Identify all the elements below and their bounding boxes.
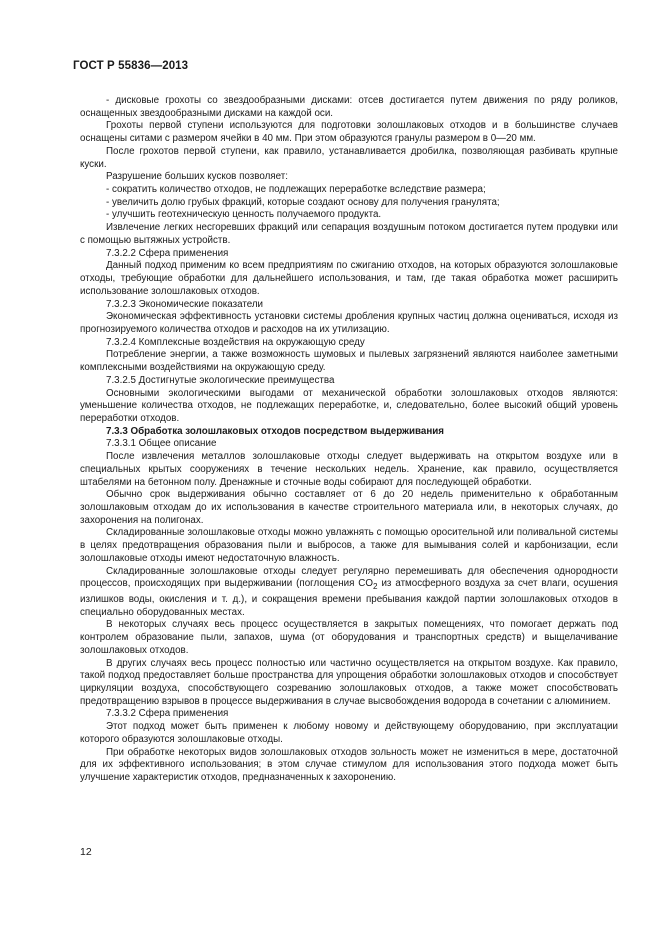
list-item: - сократить количество отходов, не подлежащих переработке вследствие размера; — [106, 184, 486, 196]
page-number: 12 — [80, 846, 92, 858]
subsection-heading: 7.3.2.2 Сфера применения — [106, 247, 229, 259]
paragraph: Грохоты первой ступени используются для подготовки золошлаковых отходов и в большинстве случаев оснащены ситами с размером ячейки в 40 мм. При этом образуются гранулы размером в 0—20 мм. — [80, 120, 618, 145]
paragraph-co2 — [80, 566, 618, 620]
paragraph-co2-text: Складированные золошлаковые отходы следует регулярно перемешивать для обеспечения однородности процессов, происходящих при выдерживании (поглощения CO — [80, 565, 618, 590]
subsection-heading: 7.3.3.2 Сфера применения — [106, 708, 229, 720]
list-item: - улучшить геотехническую ценность получаемого продукта. — [106, 209, 382, 221]
paragraph: После грохотов первой ступени, как правило, устанавливается дробилка, позволяющая разбивать крупные куски. — [80, 145, 618, 170]
paragraph: Обычно срок выдерживания обычно составляет от 6 до 20 недель применительно к обработанным золошлаковым отходам до их использования в качестве строительного материала или, в некоторых случаях, до захоронения на полигонах. — [80, 489, 618, 526]
paragraph: В других случаях весь процесс полностью или частично осуществляется на открытом воздухе. Как правило, такой подход предоставляет больше пространства для упрощения обработки золошлаковых отходов и способствует циркуляции воздуха, способствующего созреванию золошлаковых отходов, а также может способствовать предотвращению взрывов в процессе выдерживания в случае высвобождения водорода в сочетании с алюминием. — [80, 657, 618, 707]
paragraph: Извлечение легких несгоревших фракций или сепарация воздушным потоком достигается путем продувки или с помощью вытяжных устройств. — [80, 222, 618, 246]
paragraph: Основными экологическими выгодами от механической обработки золошлаковых отходов являются: уменьшение количества отходов, не подлежащих переработке, и, следовательно, более высокий общий уровень переработки отходов. — [80, 387, 618, 424]
co2-subscript: 2 — [373, 582, 378, 592]
paragraph: Потребление энергии, а также возможность шумовых и пылевых загрязнений являются наиболее заметными комплексными воздействиями на окружающую среду. — [80, 349, 618, 374]
subsection-heading: 7.3.2.4 Комплексные воздействия на окружающую среду — [106, 336, 365, 348]
paragraph: Этот подход может быть применен к любому новому и действующему оборудованию, при эксплуатации которого образуются золошлаковые отходы. — [80, 721, 618, 745]
paragraph: При обработке некоторых видов золошлаковых отходов зольность может не измениться в мере, достаточной для их эффективного использования; в этом случае стимулом для использования этого подхода может быть улучшение характеристик отходов, предназначенных к захоронению. — [80, 746, 618, 784]
document-body — [80, 95, 618, 785]
paragraph: Складированные золошлаковые отходы можно увлажнять с помощью оросительной или поливальной системы в целях предотвращения образования пыли и выбросов, а также для вымывания солей и карбонизации, если золошлаковые отходы имеют недостаточную влажность. — [80, 527, 618, 564]
list-item: - увеличить долю грубых фракций, которые создают основу для получения гранулята; — [106, 196, 500, 208]
document-header: ГОСТ Р 55836—2013 — [73, 60, 189, 72]
paragraph: В некоторых случаях весь процесс осуществляется в закрытых помещениях, что помогает держать под контролем образование пыли, запахов, шума (от оборудования и транспортных средств) и выщелачивание золошлаковых отходов. — [80, 619, 618, 656]
subsection-heading: 7.3.3.1 Общее описание — [106, 438, 217, 450]
subsection-heading: 7.3.2.5 Достигнутые экологические преимущества — [106, 374, 335, 386]
paragraph: Экономическая эффективность установки системы дробления крупных частиц должна оцениваться, исходя из прогнозируемого количества отходов и расходов на их утилизацию. — [80, 311, 618, 335]
subsection-heading: 7.3.2.3 Экономические показатели — [106, 298, 264, 310]
paragraph: После извлечения металлов золошлаковые отходы следует выдерживать на открытом воздухе или в специальных крытых сооружениях в течение нескольких недель. Хранение, как правило, осуществляется штабелями на бетонном полу. Дренажные и сточные воды собирают для последующей обработки. — [80, 451, 618, 488]
paragraph: - дисковые грохоты со звездообразными дисками: отсев достигается путем движения по ряду роликов, оснащенных звездообразными дисками на каждой оси. — [80, 95, 618, 119]
paragraph: Разрушение больших кусков позволяет: — [106, 171, 288, 183]
paragraph: Данный подход применим ко всем предприятиям по сжиганию отходов, на которых образуются золошлаковые отходы, требующие обработки для дальнейшего использования, и там, где такая обработка может расширить использование золошлаковых отходов. — [80, 260, 618, 297]
paragraph-co2-tail: из атмосферного воздуха за счет влаги, осушения излишков воды, окисления и т. д.), и сокращения времени пребывания каждой партии золошлаковых отходов в специально оборудованных местах. — [80, 578, 618, 618]
section-heading: 7.3.3 Обработка золошлаковых отходов посредством выдерживания — [106, 425, 445, 437]
